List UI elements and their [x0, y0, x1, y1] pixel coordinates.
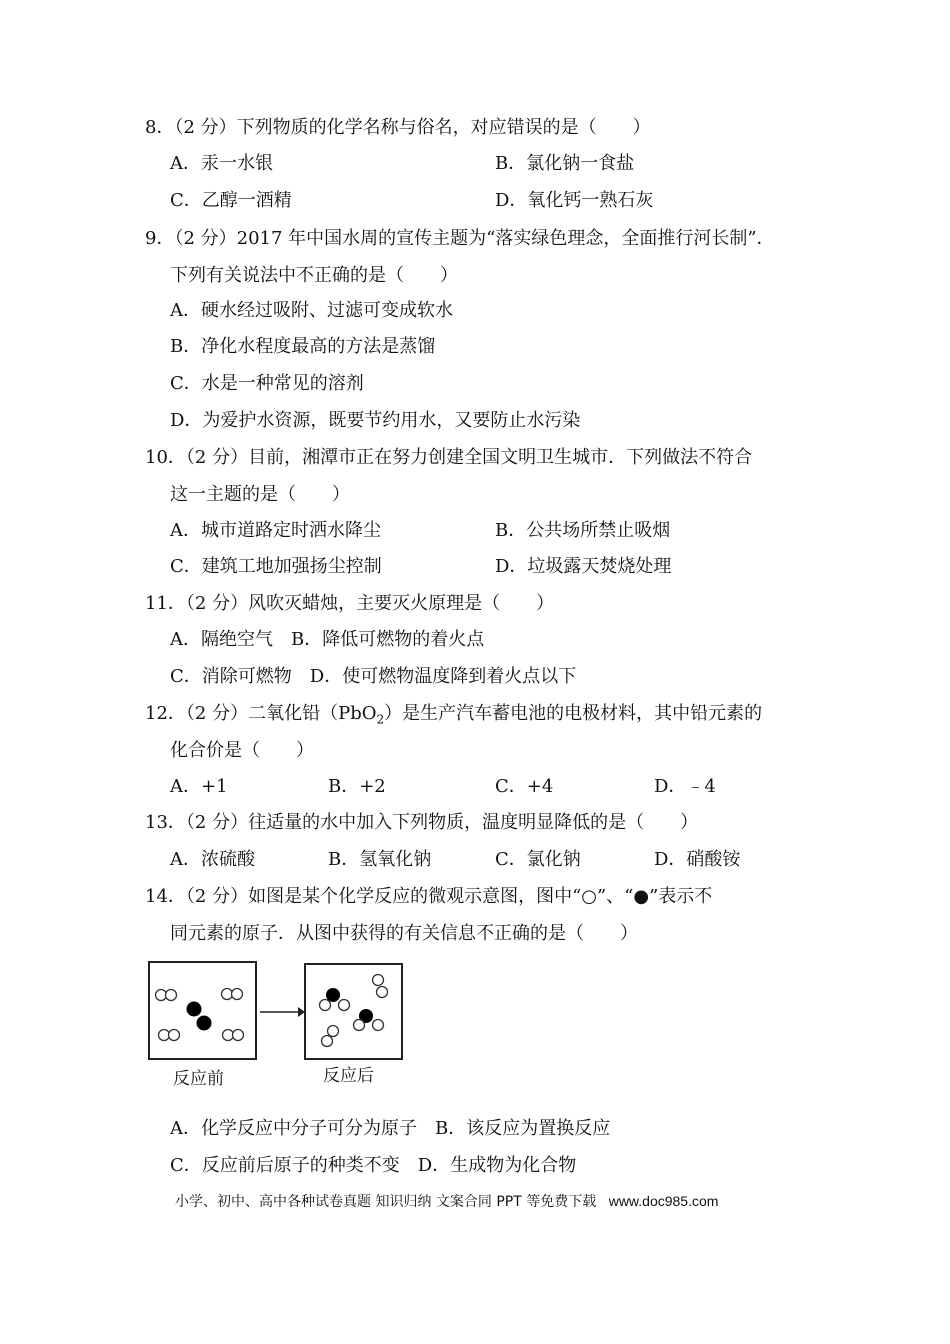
q13-stem: 13．（2 分）往适量的水中加入下列物质，温度明显降低的是（ ） — [145, 812, 699, 833]
q9-stem-line1: 9．（2 分）2017 年中国水周的宣传主题为“落实绿色理念，全面推行河长制”． — [145, 228, 775, 249]
q9-option-b: B．净化水程度最高的方法是蒸馏 — [170, 336, 436, 357]
q12-stem-post: ）是生产汽车蓄电池的电极材料，其中铅元素的 — [384, 703, 763, 724]
q12-stem-line2: 化合价是（ ） — [170, 740, 314, 761]
q11-stem: 11．（2 分）风吹灭蜡烛，主要灭火原理是（ ） — [145, 593, 555, 614]
q10-stem-line2: 这一主题的是（ ） — [170, 484, 350, 505]
black-atom — [187, 1002, 202, 1017]
q10-option-b: B．公共场所禁止吸烟 — [495, 520, 671, 541]
q12-stem-line1 — [145, 703, 762, 731]
q14-options-cd: C．反应前后原子的种类不变 D．生成物为化合物 — [170, 1155, 577, 1176]
white-atom — [377, 987, 388, 998]
white-atom — [322, 1036, 333, 1047]
footer-text: 小学、初中、高中各种试卷真题 知识归纳 文案合同 PPT 等免费下载 — [175, 1194, 597, 1210]
before-label: 反应前 — [173, 1069, 224, 1089]
q10-option-c: C．建筑工地加强扬尘控制 — [170, 556, 382, 577]
footer-url[interactable]: www.doc985.com — [608, 1193, 719, 1209]
q9-stem-line2: 下列有关说法中不正确的是（ ） — [170, 265, 458, 286]
q14-stem-line2: 同元素的原子．从图中获得的有关信息不正确的是（ ） — [170, 923, 638, 944]
q12-option-d: D．﹣4 — [654, 776, 716, 797]
q14-options-ab: A．化学反应中分子可分为原子 B．该反应为置换反应 — [170, 1118, 611, 1139]
white-atom — [320, 1000, 331, 1011]
q11-options-cd: C．消除可燃物 D．使可燃物温度降到着火点以下 — [170, 666, 577, 687]
white-atom — [373, 975, 384, 986]
before-molecules-figure — [148, 961, 257, 1060]
white-atom — [339, 1000, 350, 1011]
white-atom — [169, 1030, 180, 1041]
q12-option-b: B．+2 — [328, 776, 386, 797]
white-atom — [233, 1030, 244, 1041]
q8-option-d: D．氧化钙一熟石灰 — [495, 190, 654, 211]
q8-stem: 8．（2 分）下列物质的化学名称与俗名，对应错误的是（ ） — [145, 117, 651, 138]
white-atom — [166, 990, 177, 1001]
q9-option-a: A．硬水经过吸附、过滤可变成软水 — [170, 300, 453, 321]
after-label: 反应后 — [323, 1066, 374, 1086]
q11-options-ab: A．隔绝空气 B．降低可燃物的着火点 — [170, 629, 485, 650]
q12-stem-subscript: 2 — [376, 712, 385, 727]
q13-option-b: B．氢氧化钠 — [328, 849, 432, 870]
white-atom — [328, 1026, 339, 1037]
q9-option-c: C．水是一种常见的溶剂 — [170, 373, 364, 394]
white-atom — [232, 989, 243, 1000]
q13-option-a: A．浓硫酸 — [170, 849, 255, 870]
q10-stem-line1: 10．（2 分）目前，湘潭市正在努力创建全国文明卫生城市．下列做法不符合 — [145, 447, 753, 468]
q14-stem-line1: 14．（2 分）如图是某个化学反应的微观示意图，图中“○”、“●”表示不 — [145, 886, 713, 907]
q12-option-c: C．+4 — [495, 776, 554, 797]
q12-stem-pre: 12．（2 分）二氧化铅（PbO — [145, 703, 377, 724]
after-molecules-figure — [304, 963, 403, 1060]
footer-banner — [175, 1192, 718, 1211]
q8-option-c: C．乙醇一酒精 — [170, 190, 292, 211]
white-atom — [373, 1020, 384, 1031]
q13-option-d: D．硝酸铵 — [654, 849, 741, 870]
q10-option-d: D．垃圾露天焚烧处理 — [495, 556, 672, 577]
q8-option-a: A．汞一水银 — [170, 153, 273, 174]
q9-option-d: D．为爱护水资源，既要节约用水，又要防止水污染 — [170, 410, 581, 431]
q13-option-c: C．氯化钠 — [495, 849, 581, 870]
q8-option-b: B．氯化钠一食盐 — [495, 153, 635, 174]
q12-option-a: A．+1 — [170, 776, 228, 797]
reaction-arrow-icon — [260, 1005, 305, 1019]
white-atom — [354, 1020, 365, 1031]
q10-option-a: A．城市道路定时洒水降尘 — [170, 520, 381, 541]
black-atom — [197, 1016, 212, 1031]
